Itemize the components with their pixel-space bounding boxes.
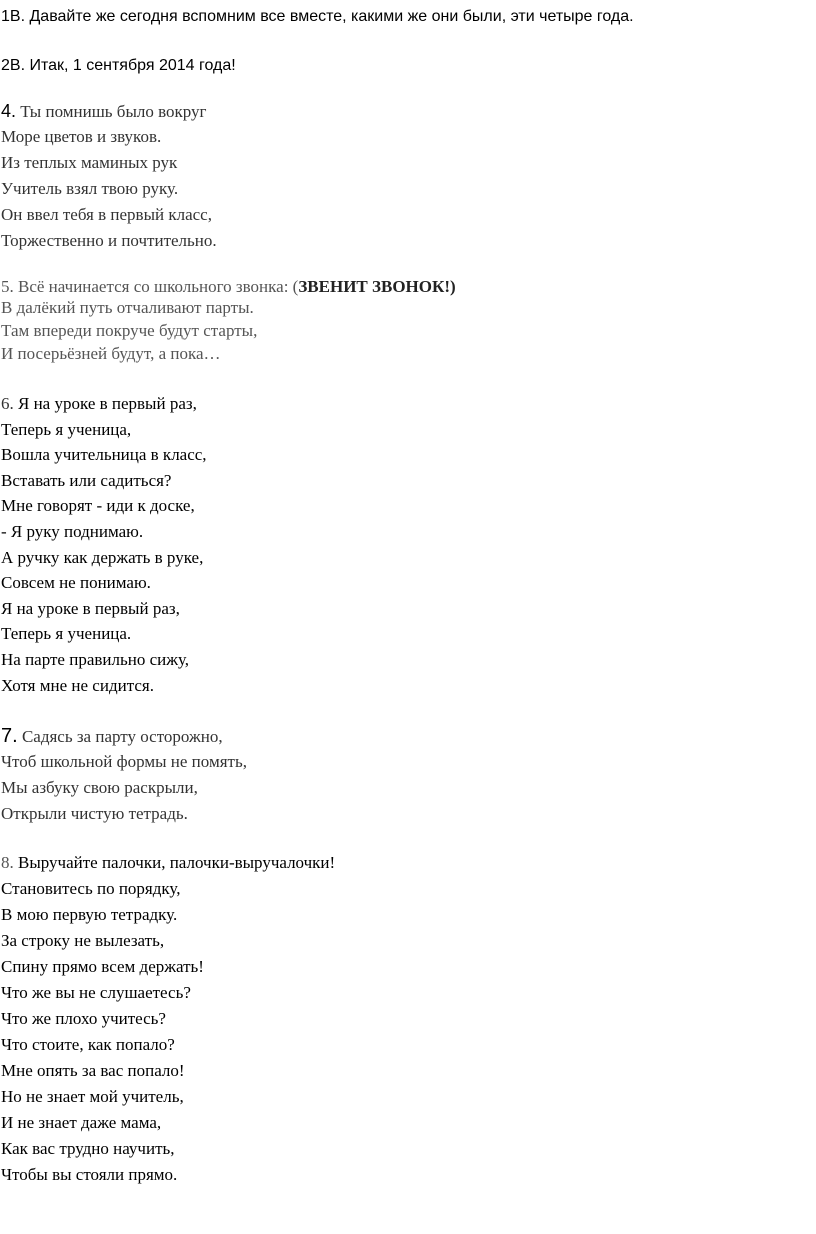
stanza-8-line-3: В мою первую тетрадку. [1,905,178,924]
stanza-8-line-13: Чтобы вы стояли прямо. [1,1165,178,1184]
stanza-7-line-2: Чтоб школьной формы не помять, [1,752,247,771]
stanza-4-line-2: Море цветов и звуков. [1,127,162,146]
stanza-4-line-1 [1,101,207,122]
stanza-5-line-4: И посерьёзней будут, а пока… [1,344,221,363]
stanza-6-line-12: Хотя мне не сидится. [1,676,154,695]
stanza-7-line-3: Мы азбуку свою раскрыли, [1,778,198,797]
stanza-8-line-9: Мне опять за вас попало! [1,1061,185,1080]
stanza-8-line-5: Спину прямо всем держать! [1,957,204,976]
stanza-6-first-text: Я на уроке в первый раз, [13,394,197,413]
stanza-7-number: 7. [1,725,18,747]
stanza-6-line-8: Совсем не понимаю. [1,573,151,592]
stanza-6-line-1 [1,394,197,414]
stanza-6-line-4: Вставать или садиться? [1,471,172,490]
bell-note: ЗВЕНИТ ЗВОНОК!) [298,277,456,296]
stanza-4-line-5: Он ввел тебя в первый класс, [1,205,212,224]
stanza-8-line-12: Как вас трудно научить, [1,1139,175,1158]
stanza-8-line-7: Что же плохо учитесь? [1,1009,166,1028]
stanza-6-line-10: Теперь я ученица. [1,624,132,643]
stanza-6-line-3: Вошла учительница в класс, [1,445,207,464]
stanza-6-line-7: А ручку как держать в руке, [1,548,204,567]
intro-line-2: 2В. Итак, 1 сентября 2014 года! [1,57,236,74]
stanza-6-line-11: На парте правильно сижу, [1,650,190,669]
stanza-8-line-4: За строку не вылезать, [1,931,165,950]
stanza-4-line-4: Учитель взял твою руку. [1,179,179,198]
stanza-8-line-2: Становитесь по порядку, [1,879,181,898]
stanza-7-line-4: Открыли чистую тетрадь. [1,804,188,823]
stanza-4-first-text: Ты помнишь было вокруг [16,102,207,121]
intro-line-1: 1В. Давайте же сегодня вспомним все вместе, какими же они были, эти четыре года. [1,8,634,25]
stanza-8-first-text: Выручайте палочки, палочки-выручалочки! [13,853,336,872]
stanza-4-number: 4. [1,101,17,121]
stanza-4-line-6: Торжественно и почтительно. [1,231,217,250]
stanza-4-line-3: Из теплых маминых рук [1,153,178,172]
stanza-6-number: 6. [1,394,14,413]
stanza-8-line-6: Что же вы не слушаетесь? [1,983,191,1002]
stanza-8-line-8: Что стоите, как попало? [1,1035,175,1054]
stanza-8-number: 8. [1,853,14,872]
stanza-5-line-1 [1,277,456,297]
stanza-6-line-6: - Я руку поднимаю. [1,522,144,541]
stanza-8-line-11: И не знает даже мама, [1,1113,162,1132]
stanza-5-first-text: 5. Всё начинается со школьного звонка: ( [1,277,299,296]
stanza-8-line-1 [1,853,335,873]
stanza-5-line-3: Там впереди покруче будут старты, [1,321,258,340]
stanza-7-first-text: Садясь за парту осторожно, [17,727,223,746]
stanza-8-line-10: Но не знает мой учитель, [1,1087,184,1106]
stanza-6-line-9: Я на уроке в первый раз, [1,599,180,618]
stanza-5-line-2: В далёкий путь отчаливают парты. [1,298,254,317]
stanza-7-line-1 [1,726,223,747]
stanza-6-line-5: Мне говорят - иди к доске, [1,496,195,515]
stanza-6-line-2: Теперь я ученица, [1,420,132,439]
